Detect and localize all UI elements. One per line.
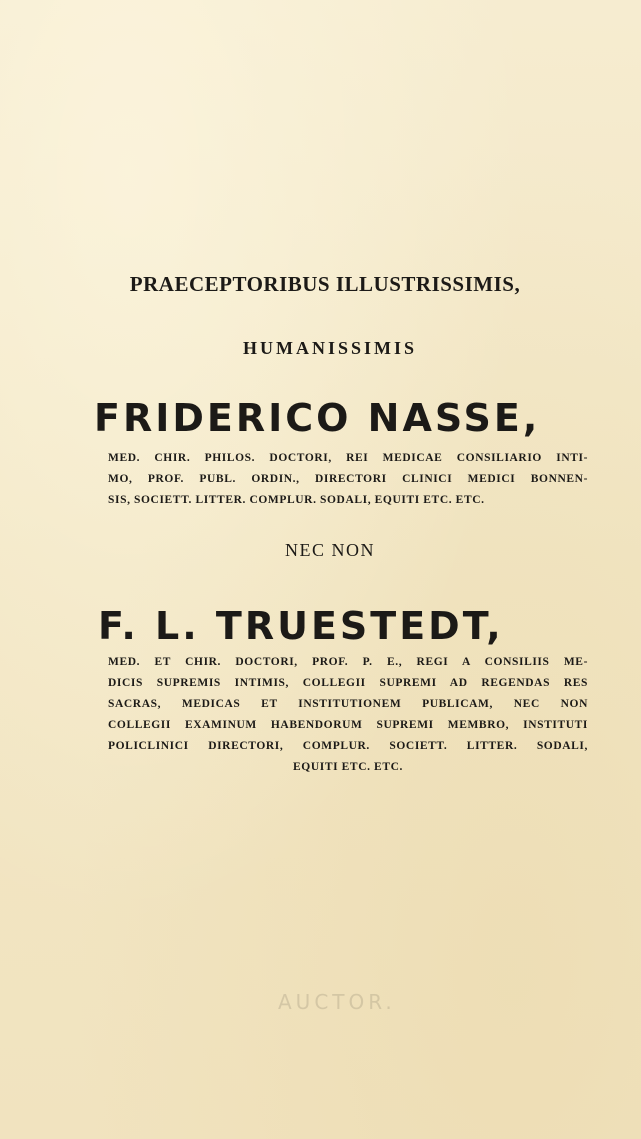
- person1-title-line: SIS, SOCIETT. LITTER. COMPLUR. SODALI, EQUITI ETC. ETC.: [108, 494, 485, 506]
- person2-title-line: COLLEGII EXAMINUM HABENDORUM SUPREMI MEMBRO, INSTITUTI: [108, 719, 588, 731]
- connector-text: NEC NON: [285, 540, 375, 560]
- person2-title-line: POLICLINICI DIRECTORI, COMPLUR. SOCIETT. LITTER. SODALI,: [108, 740, 588, 752]
- person2-titles: [108, 652, 588, 778]
- person2-title-line: EQUITI ETC. ETC.: [293, 761, 403, 773]
- person2-title-line: SACRAS, MEDICAS ET INSTITUTIONEM PUBLICAM, NEC NON: [108, 698, 588, 710]
- dedication-subheading: HUMANISSIMIS: [242, 338, 418, 358]
- dedication-heading: PRAECEPTORIBUS ILLUSTRISSIMIS,: [129, 272, 521, 296]
- person2-name: F. L. TRUESTEDT,: [98, 604, 504, 648]
- person1-titles: [108, 448, 588, 511]
- person1-title-line: MO, PROF. PUBL. ORDIN., DIRECTORI CLINICI MEDICI BONNEN-: [108, 473, 588, 485]
- show-through-text: AUCTOR.: [278, 990, 396, 1014]
- person2-title-line: MED. ET CHIR. DOCTORI, PROF. P. E., REGI A CONSILIIS ME-: [108, 656, 588, 668]
- person1-name: FRIDERICO NASSE,: [94, 396, 541, 440]
- person2-title-line: DICIS SUPREMIS INTIMIS, COLLEGII SUPREMI AD REGENDAS RES: [108, 677, 588, 689]
- person1-title-line: MED. CHIR. PHILOS. DOCTORI, REI MEDICAE CONSILIARIO INTI-: [108, 452, 588, 464]
